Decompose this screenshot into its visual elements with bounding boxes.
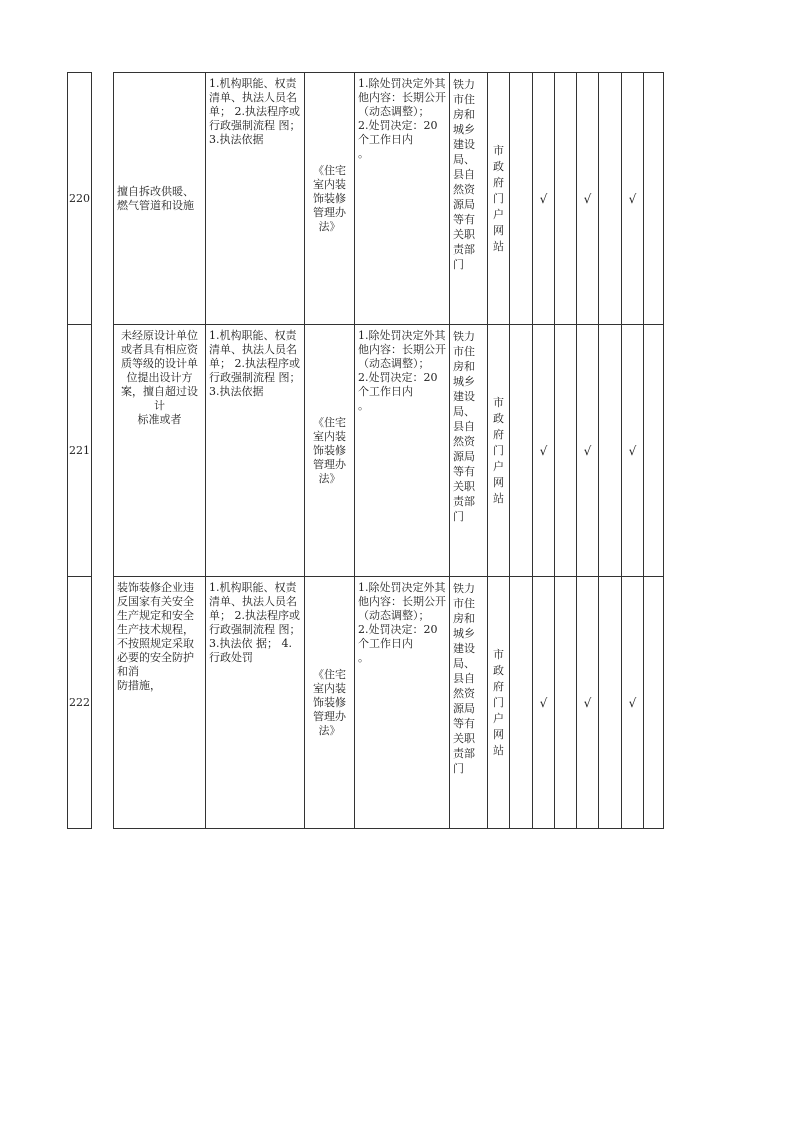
- item-name-text: 未经原设计单位或者具有相应资质等级的设计单位提出设计方案，擅自超过设计 标准或者: [121, 329, 198, 426]
- spacer-cell: [92, 577, 114, 829]
- item-name: [114, 577, 206, 829]
- table-row: [68, 325, 664, 577]
- check-cell: √: [533, 325, 555, 577]
- check-cell: [510, 577, 533, 829]
- row-number: 222: [68, 577, 92, 829]
- disclosure-content: [206, 325, 305, 577]
- disclosure-content-text: 1.机构职能、权责清单、执法人员名单； 2.执法程序或行政强制流程 图； 3.执法依据: [209, 77, 304, 146]
- responsible-org: [450, 73, 488, 325]
- check-cell: [510, 325, 533, 577]
- disclosure-basis-text: 《住宅室内装饰装修管理办法》: [313, 415, 346, 485]
- table-row: [68, 577, 664, 829]
- disclosure-table: [67, 72, 664, 829]
- disclosure-basis-text: 《住宅室内装饰装修管理办法》: [313, 163, 346, 233]
- check-cell: [644, 73, 664, 325]
- channel-text: 市政府门户网站: [493, 647, 504, 757]
- check-cell: √: [533, 73, 555, 325]
- spacer-cell: [92, 325, 114, 577]
- check-cell: [555, 577, 577, 829]
- disclosure-content-text: 1.机构职能、权责清单、执法人员名单； 2.执法程序或行政强制流程 图； 3.执法依 据； 4.行政处罚: [209, 581, 304, 664]
- disclosure-time-limit: [355, 73, 450, 325]
- check-cell: √: [622, 73, 644, 325]
- check-cell: [599, 73, 622, 325]
- spacer-cell: [92, 73, 114, 325]
- item-name-text: 擅自拆改供暖、燃气管道和设施: [117, 184, 194, 212]
- time-limit-text: 1.除处罚决定外其他内容：长期公开 （动态调整）； 2.处罚决定：20个工作日内 。: [358, 329, 446, 412]
- check-cell: [555, 73, 577, 325]
- check-cell: √: [577, 73, 599, 325]
- check-cell: [644, 325, 664, 577]
- disclosure-content-text: 1.机构职能、权责清单、执法人员名单； 2.执法程序或行政强制流程 图； 3.执法依据: [209, 329, 304, 398]
- disclosure-channel: [488, 325, 510, 577]
- item-name-text: 装饰装修企业违反国家有关安全生产规定和安全生产技术规程，不按照规定采取必要的安全防护和消 防措施，: [117, 581, 194, 692]
- channel-text: 市政府门户网站: [493, 395, 504, 505]
- org-text: 铁力市住房和城乡建设局、县自然资源局等有关职责部门: [453, 582, 475, 775]
- row-number: 220: [68, 73, 92, 325]
- disclosure-content: [206, 577, 305, 829]
- check-cell: √: [622, 325, 644, 577]
- check-cell: [555, 325, 577, 577]
- table-row: [68, 73, 664, 325]
- disclosure-basis-text: 《住宅室内装饰装修管理办法》: [313, 667, 346, 737]
- check-cell: [599, 325, 622, 577]
- check-cell: √: [577, 325, 599, 577]
- responsible-org: [450, 577, 488, 829]
- org-text: 铁力市住房和城乡建设局、县自然资源局等有关职责部门: [453, 330, 475, 523]
- disclosure-basis: [305, 73, 355, 325]
- disclosure-time-limit: [355, 325, 450, 577]
- disclosure-basis: [305, 325, 355, 577]
- check-cell: √: [533, 577, 555, 829]
- disclosure-content: [206, 73, 305, 325]
- item-name: [114, 325, 206, 577]
- check-cell: [599, 577, 622, 829]
- row-number: 221: [68, 325, 92, 577]
- check-cell: [510, 73, 533, 325]
- channel-text: 市政府门户网站: [493, 143, 504, 253]
- time-limit-text: 1.除处罚决定外其他内容：长期公开 （动态调整）； 2.处罚决定：20个工作日内 。: [358, 77, 446, 160]
- check-cell: √: [577, 577, 599, 829]
- disclosure-time-limit: [355, 577, 450, 829]
- time-limit-text: 1.除处罚决定外其他内容：长期公开 （动态调整）； 2.处罚决定：20个工作日内 。: [358, 581, 446, 664]
- disclosure-channel: [488, 73, 510, 325]
- disclosure-basis: [305, 577, 355, 829]
- check-cell: √: [622, 577, 644, 829]
- item-name: [114, 73, 206, 325]
- responsible-org: [450, 325, 488, 577]
- check-cell: [644, 577, 664, 829]
- org-text: 铁力市住房和城乡建设局、县自然资源局等有关职责部门: [453, 78, 475, 271]
- disclosure-channel: [488, 577, 510, 829]
